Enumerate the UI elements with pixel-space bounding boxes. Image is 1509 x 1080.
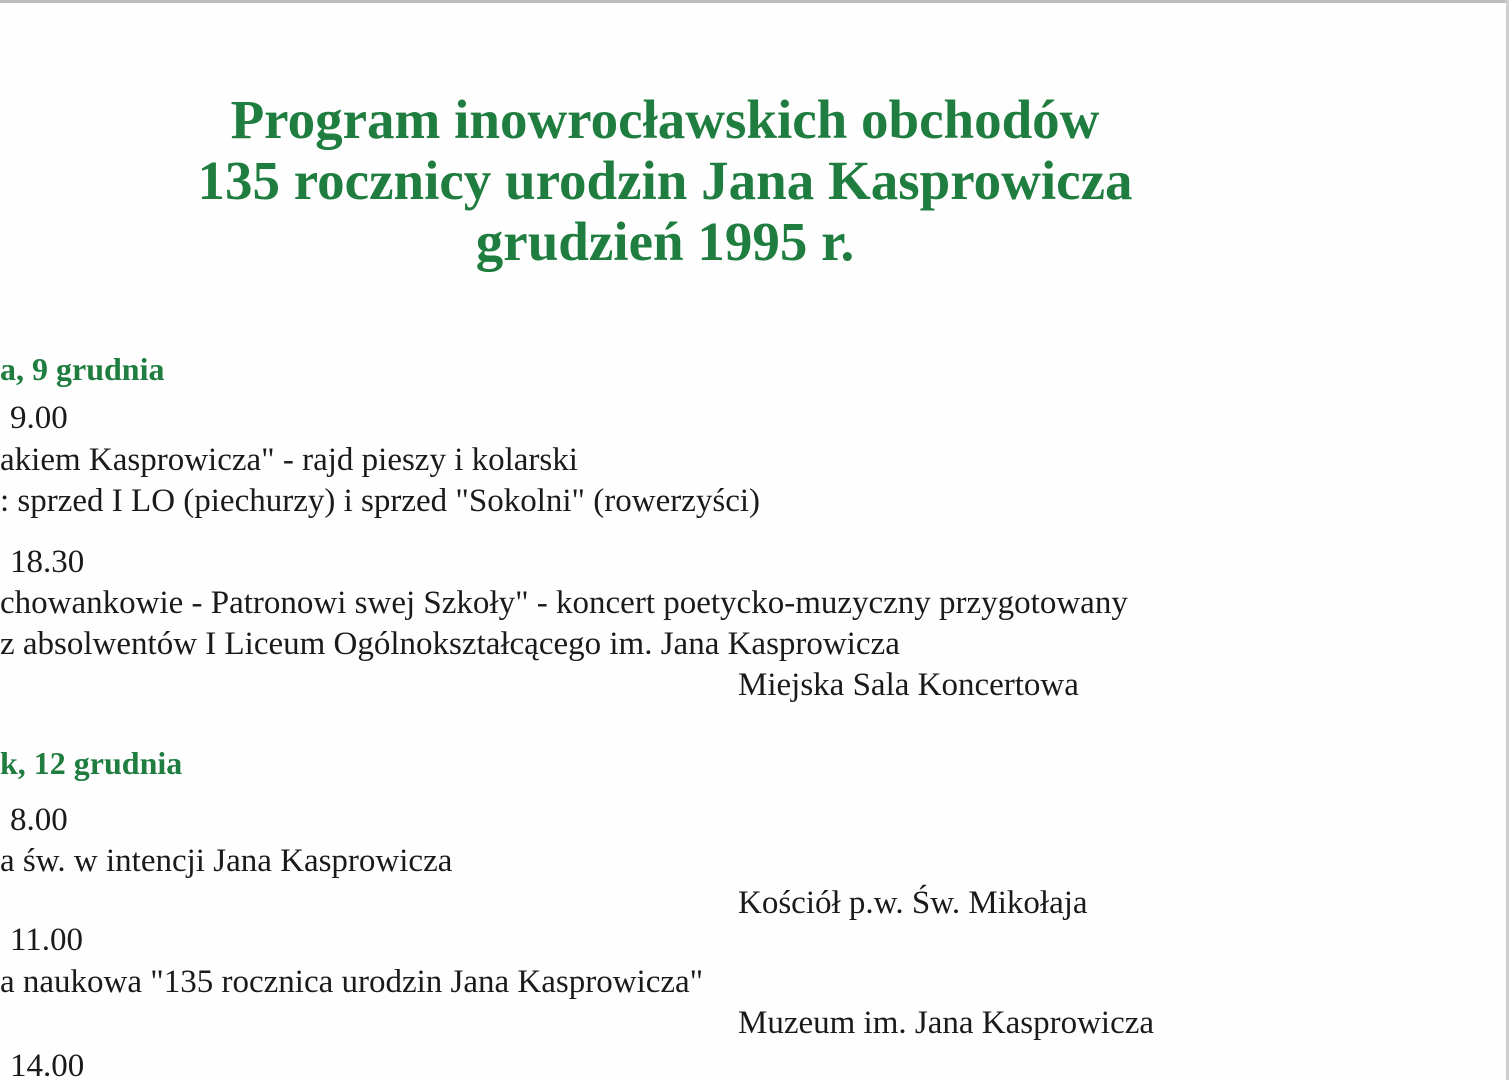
event-description-line: z absolwentów I Liceum Ogólnokształcącego im. Jana Kasprowicza: [0, 626, 900, 662]
event-venue: Kościół p.w. Św. Mikołaja: [738, 885, 1088, 921]
day-heading-9-december: a, 9 grudnia: [0, 351, 165, 387]
event-description-line: : sprzed I LO (piechurzy) i sprzed "Sokolni" (rowerzyści): [0, 483, 761, 519]
scan-edge-top: [0, 0, 1509, 3]
event-description-line: akiem Kasprowicza" - rajd pieszy i kolarski: [0, 442, 578, 478]
event-time: 9.00: [10, 400, 68, 436]
event-description-line: a naukowa "135 rocznica urodzin Jana Kasprowicza": [0, 964, 704, 1000]
event-time: 8.00: [10, 802, 68, 838]
event-time: 18.30: [10, 544, 85, 580]
event-venue: Muzeum im. Jana Kasprowicza: [738, 1005, 1155, 1041]
event-description-line: chowankowie - Patronowi swej Szkoły" - koncert poetycko-muzyczny przygotowany: [0, 585, 1128, 621]
event-description-line: a św. w intencji Jana Kasprowicza: [0, 843, 453, 879]
title-line-2: 135 rocznicy urodzin Jana Kasprowicza: [197, 150, 1133, 211]
title-line-1: Program inowrocławskich obchodów: [230, 89, 1100, 150]
event-time: 14.00: [10, 1048, 85, 1080]
event-venue: Miejska Sala Koncertowa: [738, 667, 1079, 703]
title-line-3: grudzień 1995 r.: [475, 211, 855, 272]
event-time: 11.00: [10, 922, 84, 958]
day-heading-12-december: k, 12 grudnia: [0, 745, 183, 781]
